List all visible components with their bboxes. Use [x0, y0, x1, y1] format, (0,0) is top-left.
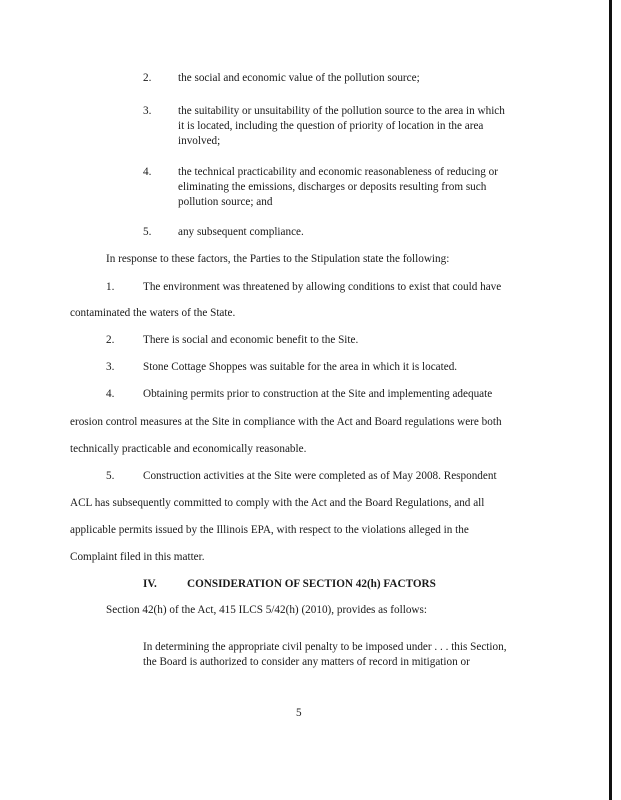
factor-number: 5.: [143, 226, 152, 238]
factor-text-line: the social and economic value of the pollution source;: [178, 72, 420, 84]
factor-text-line: involved;: [178, 135, 221, 147]
response-number: 3.: [106, 361, 115, 373]
response-number: 2.: [106, 334, 115, 346]
factor-number: 3.: [143, 105, 152, 117]
quote-line: In determining the appropriate civil penalty to be imposed under . . . this Section,: [143, 641, 507, 653]
response-text-line: Complaint filed in this matter.: [70, 551, 205, 563]
section-heading-title: CONSIDERATION OF SECTION 42(h) FACTORS: [187, 578, 436, 590]
response-text-line: Stone Cottage Shoppes was suitable for the area in which it is located.: [143, 361, 458, 373]
response-text-line: ACL has subsequently committed to comply with the Act and the Board Regulations, and all: [70, 497, 485, 509]
factor-text-line: the suitability or unsuitability of the pollution source to the area in which: [178, 105, 505, 117]
quote-line: the Board is authorized to consider any matters of record in mitigation or: [143, 656, 470, 668]
factor-text-line: it is located, including the question of priority of location in the area: [178, 120, 484, 132]
factor-text-line: eliminating the emissions, discharges or deposits resulting from such: [178, 181, 487, 193]
scan-edge-line: [609, 0, 612, 800]
section-heading-number: IV.: [143, 578, 157, 590]
section-intro: Section 42(h) of the Act, 415 ILCS 5/42(h) (2010), provides as follows:: [106, 604, 427, 616]
response-text-line: The environment was threatened by allowing conditions to exist that could have: [143, 281, 502, 293]
response-text-line: contaminated the waters of the State.: [70, 307, 236, 319]
page-number: 5: [296, 707, 302, 719]
response-text-line: Obtaining permits prior to construction at the Site and implementing adequate: [143, 388, 493, 400]
response-text-line: applicable permits issued by the Illinois EPA, with respect to the violations alleged in the: [70, 524, 469, 536]
intro-paragraph: In response to these factors, the Parties to the Stipulation state the following:: [106, 253, 450, 265]
response-number: 5.: [106, 470, 115, 482]
factor-text-line: pollution source; and: [178, 196, 273, 208]
response-text-line: erosion control measures at the Site in compliance with the Act and Board regulations were both: [70, 416, 502, 428]
response-text-line: technically practicable and economically reasonable.: [70, 443, 307, 455]
factor-text-line: the technical practicability and economic reasonableness of reducing or: [178, 166, 498, 178]
response-number: 1.: [106, 281, 115, 293]
response-number: 4.: [106, 388, 115, 400]
response-text-line: There is social and economic benefit to the Site.: [143, 334, 359, 346]
factor-number: 4.: [143, 166, 152, 178]
factor-text-line: any subsequent compliance.: [178, 226, 304, 238]
response-text-line: Construction activities at the Site were completed as of May 2008. Respondent: [143, 470, 497, 482]
factor-number: 2.: [143, 72, 152, 84]
